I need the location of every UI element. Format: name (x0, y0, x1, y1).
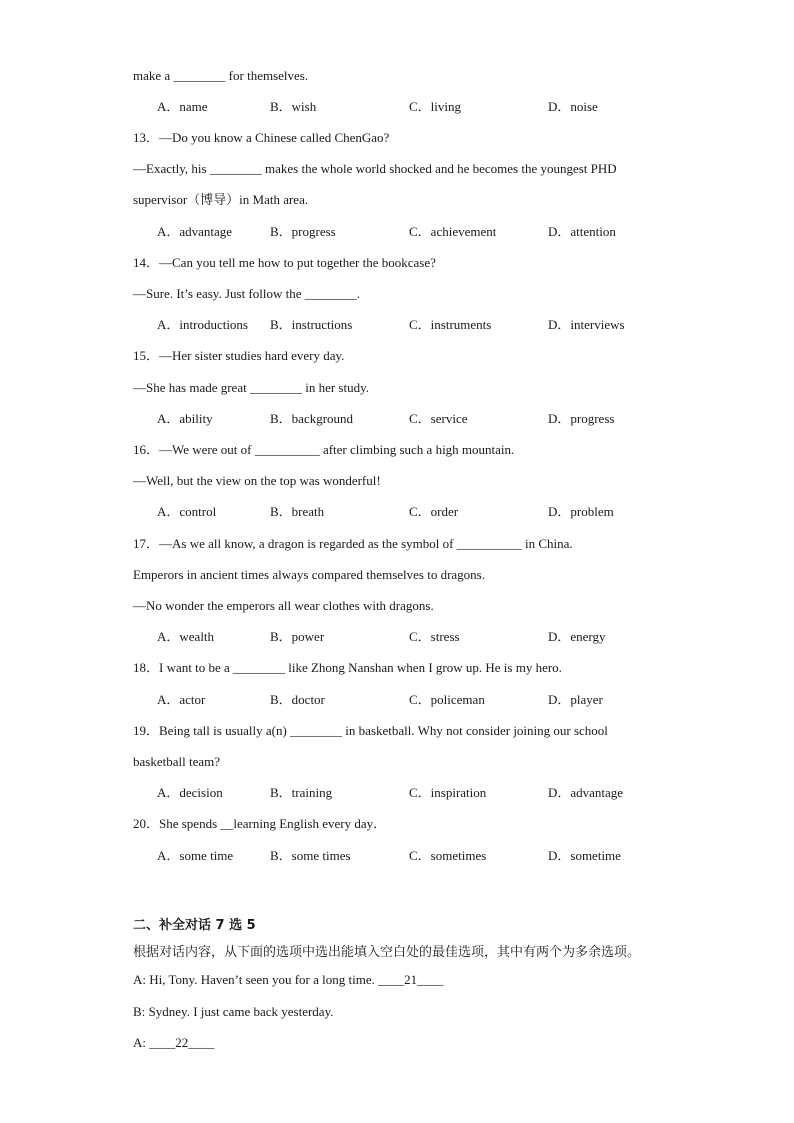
question-20-line-1: 20．She spends __learning English every day． (133, 816, 387, 831)
question-15-options (157, 411, 677, 427)
question-18-line-1: 18．I want to be a ________ like Zhong Nanshan when I grow up. He is my hero. (133, 660, 562, 675)
option-a: A．name (157, 99, 208, 114)
option-c: C．inspiration (409, 785, 487, 800)
option-c: C．policeman (409, 692, 485, 707)
option-c: C．order (409, 504, 459, 519)
question-19-options (157, 785, 677, 801)
option-a: A．ability (157, 411, 213, 426)
section-instruction: 根据对话内容，从下面的选项中选出能填入空白处的最佳选项，其中有两个为多余选项。 (133, 945, 641, 960)
option-b: B．progress (270, 224, 336, 239)
section-title: 二、补全对话 7 选 5 (133, 918, 256, 933)
option-d: D．advantage (548, 785, 624, 800)
dialogue-line-2: B: Sydney. I just came back yesterday. (133, 1004, 334, 1019)
dialogue-line-3: A: ____22____ (133, 1035, 215, 1050)
question-17-options (157, 629, 677, 645)
option-b: B．power (270, 629, 325, 644)
option-c: C．sometimes (409, 848, 487, 863)
option-a: A．decision (157, 785, 223, 800)
question-20-options (157, 848, 677, 864)
option-a: A．advantage (157, 224, 233, 239)
question-14-options (157, 317, 677, 333)
option-c: C．service (409, 411, 468, 426)
question-19-line-2: basketball team? (133, 754, 220, 769)
question-12-options (157, 99, 677, 115)
question-15-line-2: —She has made great ________ in her study. (133, 380, 369, 395)
option-d: D．interviews (548, 317, 625, 332)
option-b: B．background (270, 411, 354, 426)
option-b: B．wish (270, 99, 317, 114)
question-17-line-2: Emperors in ancient times always compared themselves to dragons. (133, 567, 485, 582)
option-b: B．some times (270, 848, 351, 863)
option-d: D．problem (548, 504, 614, 519)
option-d: D．player (548, 692, 603, 707)
question-13-line-3: supervisor（博导）in Math area. (133, 192, 309, 207)
question-14-line-2: —Sure. It’s easy. Just follow the ________. (133, 286, 360, 301)
dialogue-line-1: A: Hi, Tony. Haven’t seen you for a long time. ____21____ (133, 972, 444, 987)
question-12-line-1: make a ________ for themselves. (133, 68, 309, 83)
option-c: C．achievement (409, 224, 497, 239)
question-13-options (157, 224, 677, 240)
option-d: D．energy (548, 629, 606, 644)
question-15-line-1: 15．—Her sister studies hard every day. (133, 348, 345, 363)
option-a: A．some time (157, 848, 234, 863)
option-c: C．instruments (409, 317, 492, 332)
option-c: C．living (409, 99, 462, 114)
option-a: A．actor (157, 692, 206, 707)
question-16-line-1: 16．—We were out of __________ after climbing such a high mountain. (133, 442, 515, 457)
option-d: D．progress (548, 411, 615, 426)
question-16-options (157, 504, 677, 520)
option-b: B．doctor (270, 692, 325, 707)
question-13-line-2: —Exactly, his ________ makes the whole world shocked and he becomes the youngest PHD (133, 161, 617, 176)
question-18-options (157, 692, 677, 708)
option-d: D．noise (548, 99, 598, 114)
option-b: B．training (270, 785, 333, 800)
option-a: A．wealth (157, 629, 215, 644)
option-b: B．breath (270, 504, 325, 519)
question-17-line-1: 17．—As we all know, a dragon is regarded as the symbol of __________ in China. (133, 536, 573, 551)
option-d: D．sometime (548, 848, 621, 863)
option-a: A．introductions (157, 317, 248, 332)
question-17-line-3: —No wonder the emperors all wear clothes with dragons. (133, 598, 434, 613)
option-c: C．stress (409, 629, 460, 644)
option-b: B．instructions (270, 317, 353, 332)
question-16-line-2: —Well, but the view on the top was wonderful! (133, 473, 381, 488)
question-14-line-1: 14．—Can you tell me how to put together the bookcase? (133, 255, 436, 270)
option-a: A．control (157, 504, 217, 519)
question-19-line-1: 19．Being tall is usually a(n) ________ in basketball. Why not consider joining our school (133, 723, 608, 738)
option-d: D．attention (548, 224, 616, 239)
question-13-line-1: 13．—Do you know a Chinese called ChenGao? (133, 130, 390, 145)
